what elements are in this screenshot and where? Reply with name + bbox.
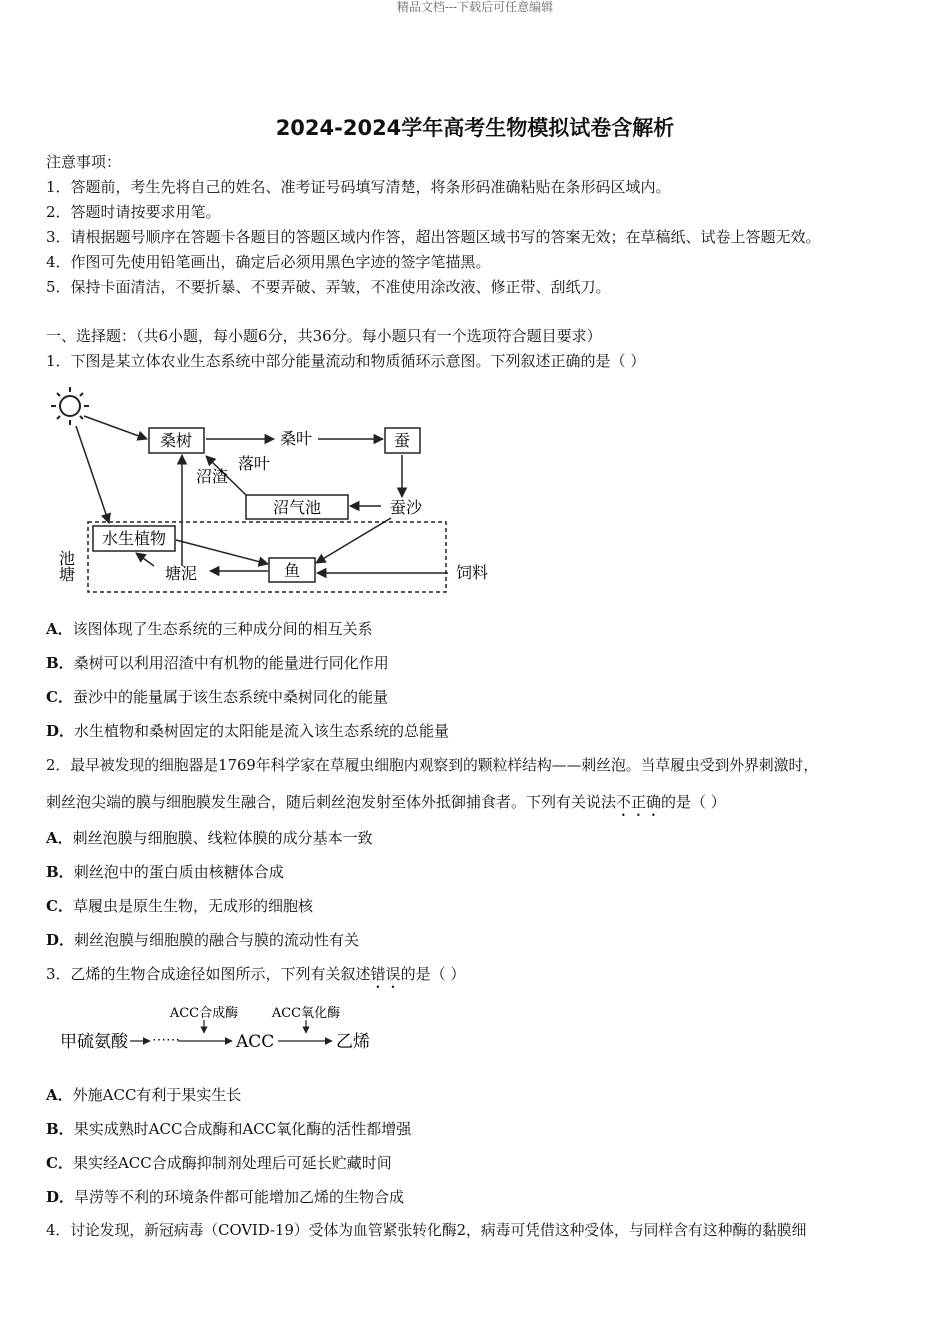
section-heading: 一、选择题：（共6小题，每小题6分，共36分。每小题只有一个选项符合题目要求） [46, 327, 602, 345]
notice-item: 5．保持卡面清洁，不要折暴、不要弄破、弄皱，不准使用涂改液、修正带、刮纸刀。 [46, 278, 611, 296]
notice-item: 1．答题前，考生先将自己的姓名、准考证号码填写清楚，将条形码准确粘贴在条形码区域内。 [46, 178, 671, 196]
chitang-label: 池塘 [56, 550, 76, 582]
svg-text:⋯⋯: ⋯⋯ [152, 1032, 180, 1048]
ecosystem-diagram [46, 382, 506, 597]
can-label: 蚕 [393, 431, 411, 450]
question-2-stem-line1: 2．最早被发现的细胞器是1769年科学家在草履虫细胞内观察到的颗粒样结构——刺丝泡。当草履虫受到外界刺激时， [46, 757, 819, 774]
q2-option-b: B．刺丝泡中的蛋白质由核糖体合成 [46, 863, 284, 881]
luoye-label: 落叶 [237, 454, 271, 473]
q1-option-a: A．该图体现了生态系统的三种成分间的相互关系 [46, 620, 373, 638]
q1-option-d: D．水生植物和桑树固定的太阳能是流入该生态系统的总能量 [46, 722, 450, 740]
sangye-label: 桑叶 [279, 429, 313, 448]
q3-option-a: A．外施ACC有利于果实生长 [46, 1086, 242, 1104]
tangni-label: 塘泥 [164, 564, 198, 583]
q3-option-d: D．旱涝等不利的环境条件都可能增加乙烯的生物合成 [46, 1188, 405, 1206]
yu-label: 鱼 [283, 561, 301, 580]
emphasis-text: 不正确 [616, 793, 662, 811]
emphasis-text: 错误 [370, 965, 401, 983]
q2-option-a: A．刺丝泡膜与细胞膜、线粒体膜的成分基本一致 [46, 829, 373, 847]
question-4-stem: 4．讨论发现，新冠病毒（COVID-19）受体为血管紧张转化酶2，病毒可凭借这种受体，与同样含有这种酶的黏膜细 [46, 1222, 807, 1239]
q1-option-c: C．蚕沙中的能量属于该生态系统中桑树同化的能量 [46, 688, 388, 706]
siliao-label: 饲料 [455, 563, 489, 582]
question-3-stem: 3．乙烯的生物合成途径如图所示，下列有关叙述错误的是（ ） [46, 965, 466, 983]
zhazha-label: 沼渣 [195, 467, 229, 486]
q3-option-c: C．果实经ACC合成酶抑制剂处理后可延长贮藏时间 [46, 1154, 392, 1172]
enzyme-2-label: ACC氧化酶 [271, 1006, 341, 1021]
pathway-middle: ACC [236, 1032, 275, 1052]
shuisheng-label: 水生植物 [101, 529, 167, 548]
q2-option-c: C．草履虫是原生生物，无成形的细胞核 [46, 897, 313, 915]
pathway-end: 乙烯 [336, 1032, 370, 1052]
sun-icon [51, 387, 89, 425]
sangshu-label: 桑树 [159, 431, 193, 450]
question-2-stem-line2: 刺丝泡尖端的膜与细胞膜发生融合，随后刺丝泡发射至体外抵御捕食者。下列有关说法不正确的是（ ） [46, 793, 726, 811]
notice-item: 4．作图可先使用铅笔画出，确定后必须用黑色字迹的签字笔描黑。 [46, 253, 491, 271]
q1-option-b: B．桑树可以利用沼渣中有机物的能量进行同化作用 [46, 654, 389, 672]
zhaoqichi-label: 沼气池 [272, 498, 322, 517]
notice-item: 2．答题时请按要求用笔。 [46, 203, 221, 221]
ethylene-pathway-diagram [60, 1000, 390, 1058]
notice-item: 3．请根据题号顺序在答题卡各题目的答题区域内作答，超出答题区域书写的答案无效；在草稿纸、试卷上答题无效。 [46, 228, 821, 246]
enzyme-1-label: ACC合成酶 [169, 1006, 239, 1021]
q3-option-b: B．果实成熟时ACC合成酶和ACC氧化酶的活性都增强 [46, 1120, 412, 1138]
page-title: 2024-2024学年高考生物模拟试卷含解析 [275, 116, 675, 140]
q2-option-d: D．刺丝泡膜与细胞膜的融合与膜的流动性有关 [46, 931, 360, 949]
notice-heading: 注意事项： [46, 153, 122, 171]
cansha-label: 蚕沙 [389, 498, 423, 517]
question-1-stem: 1．下图是某立体农业生态系统中部分能量流动和物质循环示意图。下列叙述正确的是（ ） [46, 352, 646, 370]
page-header: 精品文档---下载后可任意编辑 [396, 0, 554, 14]
pathway-start: 甲硫氨酸 [60, 1032, 128, 1052]
